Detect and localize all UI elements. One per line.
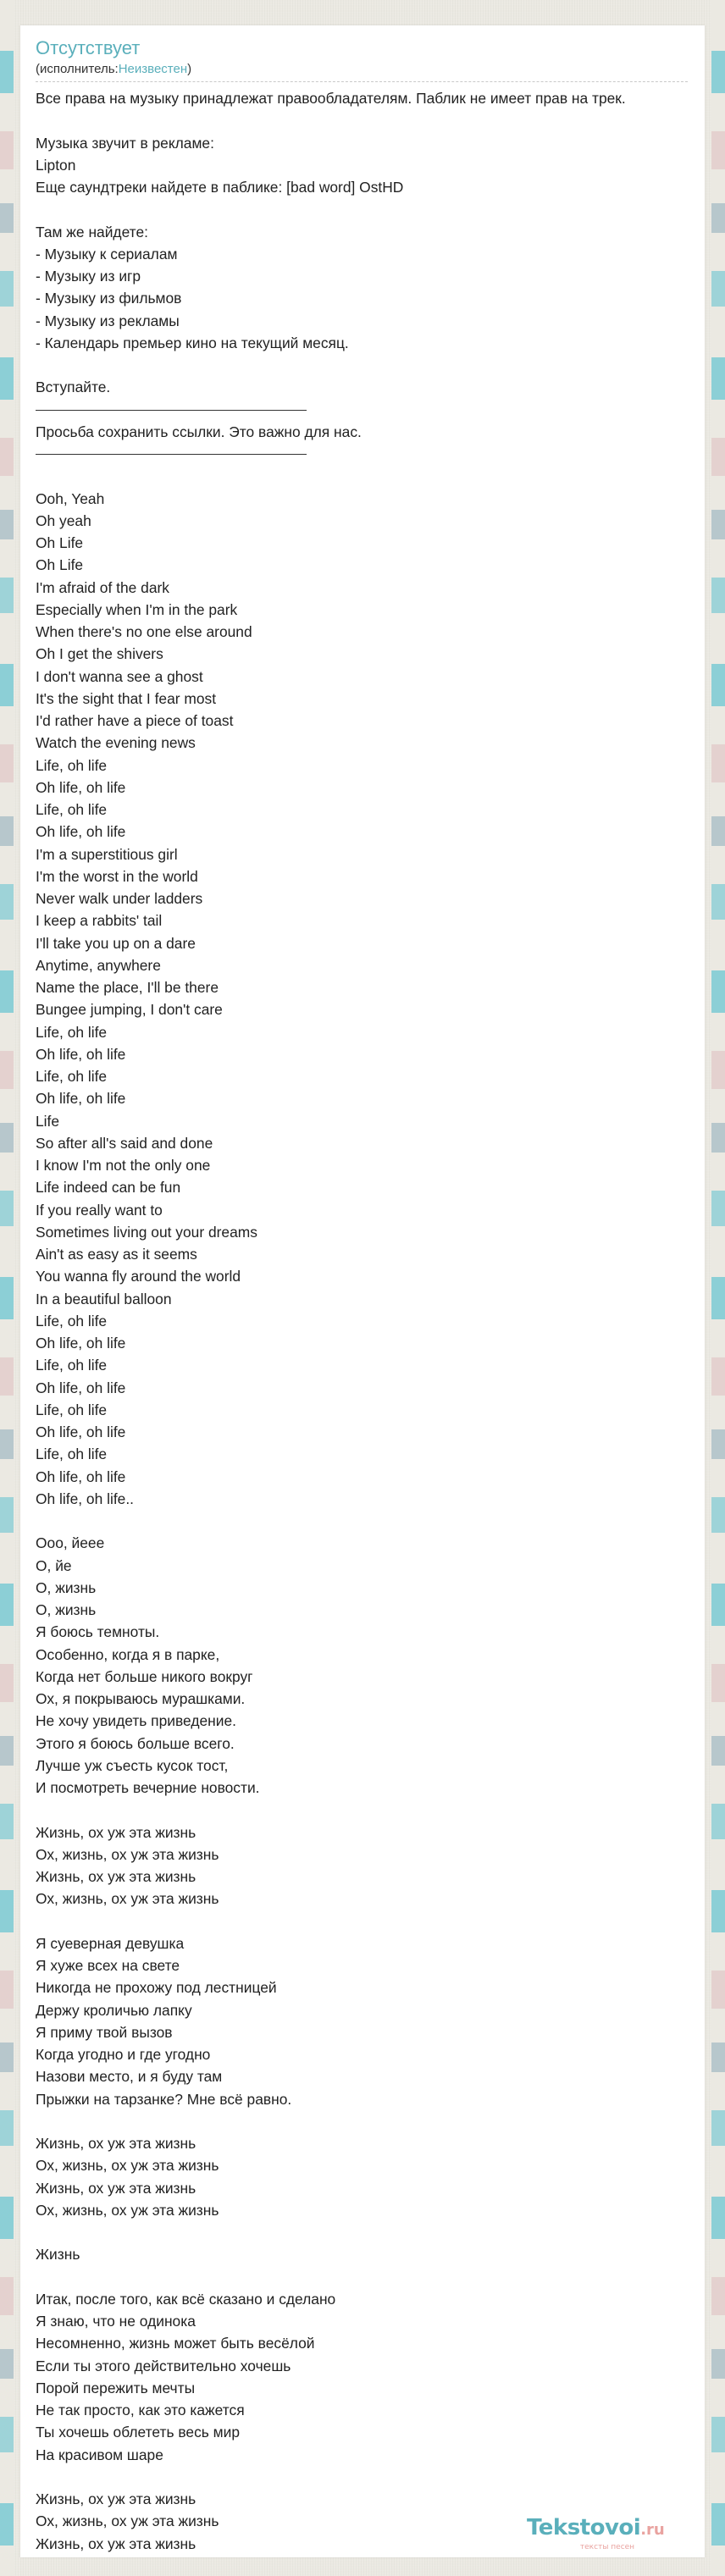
notice-line: - Календарь премьер кино на текущий месяц. bbox=[36, 334, 349, 351]
lyric-line: Oh I get the shivers bbox=[36, 645, 163, 663]
lyric-line: Я хуже всех на свете bbox=[36, 1957, 180, 1974]
lyric-line: Life, oh life bbox=[36, 1023, 108, 1041]
lyric-line: Если ты этого действительно хочешь bbox=[36, 2357, 291, 2374]
notice-line: Еще саундтреки найдете в паблике: [bad word] OstHD bbox=[36, 179, 404, 196]
song-title: Отсутствует bbox=[36, 37, 141, 58]
lyric-line: Я приму твой вызов bbox=[36, 2023, 173, 2041]
lyric-line: Oh life, oh life.. bbox=[36, 1490, 134, 1507]
separator-line bbox=[36, 399, 713, 421]
logo-domain: .ru bbox=[640, 2521, 665, 2539]
lyric-line: Ох, жизнь, ох уж эта жизнь bbox=[36, 1845, 219, 1863]
lyric-line: Name the place, I'll be there bbox=[36, 979, 219, 996]
notice-line: Музыка звучит в рекламе: bbox=[36, 134, 214, 152]
lyric-line: I'd rather have a piece of toast bbox=[36, 712, 234, 729]
lyric-line: I know I'm not the only one bbox=[36, 1157, 211, 1174]
logo-wordmark bbox=[527, 2515, 705, 2543]
lyric-line: Ох, жизнь, ох уж эта жизнь bbox=[36, 2157, 219, 2175]
notice-line: Все права на музыку принадлежат правообладателям. Паблик не имеет прав на трек. bbox=[36, 90, 626, 107]
lyric-line: Когда нет больше никого вокруг bbox=[36, 1667, 253, 1685]
lyric-line: Life, oh life bbox=[36, 1068, 108, 1085]
lyric-line: Life indeed can be fun bbox=[36, 1179, 181, 1197]
lyric-line: I keep a rabbits' tail bbox=[36, 912, 163, 930]
lyric-line: Life, oh life bbox=[36, 756, 108, 774]
lyric-line: Oh life, oh life bbox=[36, 1379, 126, 1396]
artist-prefix: (исполнитель: bbox=[36, 62, 119, 76]
lyric-line: I don't wanna see a ghost bbox=[36, 667, 203, 685]
blank-line bbox=[36, 2110, 713, 2132]
lyric-line: I'll take you up on a dare bbox=[36, 934, 196, 952]
lyric-line: Жизнь, ох уж эта жизнь bbox=[36, 2179, 196, 2197]
lyric-line: О, йе bbox=[36, 1556, 72, 1574]
lyric-line: Жизнь, ох уж эта жизнь bbox=[36, 1823, 196, 1841]
lyric-line: I'm the worst in the world bbox=[36, 867, 198, 885]
blank-line bbox=[36, 2266, 713, 2288]
lyric-line: Bungee jumping, I don't care bbox=[36, 1001, 223, 1019]
lyric-line: Ох, жизнь, ох уж эта жизнь bbox=[36, 2201, 219, 2219]
lyric-line: Watch the evening news bbox=[36, 734, 196, 752]
blank-line bbox=[36, 198, 713, 220]
decorative-stripes-right bbox=[711, 0, 725, 2576]
lyric-line: Never walk under ladders bbox=[36, 890, 203, 907]
blank-line bbox=[36, 1799, 713, 1821]
lyric-line: На красивом шаре bbox=[36, 2446, 163, 2463]
lyric-line: Oh life, oh life bbox=[36, 1090, 126, 1108]
lyric-line: Я суеверная девушка bbox=[36, 1934, 185, 1952]
notice-line: Вступайте. bbox=[36, 379, 111, 396]
lyric-line: Oh yeah bbox=[36, 511, 91, 529]
artist-link[interactable]: Неизвестен bbox=[118, 62, 188, 76]
lyric-line: Когда угодно и где угодно bbox=[36, 2046, 211, 2063]
notice-line: Lipton bbox=[36, 156, 76, 174]
lyric-line: Oh life, oh life bbox=[36, 823, 126, 841]
notice-line: Там же найдете: bbox=[36, 223, 148, 240]
lyric-line: Держу кроличью лапку bbox=[36, 2001, 192, 2019]
artist-suffix: ) bbox=[187, 62, 192, 76]
blank-line bbox=[36, 354, 713, 376]
decorative-stripes-left bbox=[0, 0, 14, 2576]
lyric-line: Ооо, йеее bbox=[36, 1534, 105, 1552]
lyrics-text bbox=[36, 87, 713, 2555]
notice-line: Просьба сохранить ссылки. Это важно для нас. bbox=[36, 423, 362, 440]
lyric-line: И посмотреть вечерние новости. bbox=[36, 1779, 260, 1796]
lyric-line: Итак, после того, как всё сказано и сделано bbox=[36, 2290, 336, 2308]
blank-line bbox=[36, 2221, 713, 2243]
lyric-line: Ох, я покрываюсь мурашками. bbox=[36, 1690, 246, 1707]
lyric-line: Ох, жизнь, ох уж эта жизнь bbox=[36, 1890, 219, 1908]
notice-line: - Музыку из фильмов bbox=[36, 290, 182, 307]
lyric-line: Прыжки на тарзанке? Мне всё равно. bbox=[36, 2090, 292, 2108]
lyric-line: Ох, жизнь, ох уж эта жизнь bbox=[36, 2512, 219, 2530]
notice-line: - Музыку к сериалам bbox=[36, 245, 178, 263]
logo-name: Tekstovoi bbox=[527, 2515, 641, 2540]
blank-line bbox=[36, 109, 713, 131]
lyric-line: When there's no one else around bbox=[36, 623, 252, 640]
notice-line: - Музыку из рекламы bbox=[36, 312, 180, 329]
lyric-line: О, жизнь bbox=[36, 1578, 97, 1596]
lyric-line: So after all's said and done bbox=[36, 1134, 213, 1152]
lyric-line: Especially when I'm in the park bbox=[36, 600, 238, 618]
lyric-line: Не так просто, как это кажется bbox=[36, 2402, 245, 2418]
lyric-line: Life bbox=[36, 1112, 60, 1130]
lyric-line: Жизнь, ох уж эта жизнь bbox=[36, 1868, 196, 1885]
lyric-line: Oh Life bbox=[36, 534, 84, 551]
lyric-line: Ты хочешь облететь весь мир bbox=[36, 2424, 241, 2441]
site-logo[interactable] bbox=[527, 2515, 705, 2557]
blank-line bbox=[36, 1510, 713, 1532]
lyric-line: Ain't as easy as it seems bbox=[36, 1246, 197, 1263]
lyric-line: Oh life, oh life bbox=[36, 1423, 126, 1440]
logo-tagline: тексты песен bbox=[579, 2543, 635, 2551]
lyric-line: It's the sight that I fear most bbox=[36, 689, 217, 707]
lyric-line: Life, oh life bbox=[36, 1401, 108, 1418]
lyric-line: I'm afraid of the dark bbox=[36, 578, 169, 596]
lyric-line: Life, oh life bbox=[36, 801, 108, 818]
artist-line bbox=[36, 61, 688, 78]
lyric-line: Жизнь, ох уж эта жизнь bbox=[36, 2535, 196, 2552]
blank-line bbox=[36, 465, 713, 487]
lyric-line: If you really want to bbox=[36, 1201, 163, 1219]
lyric-line: Sometimes living out your dreams bbox=[36, 1223, 257, 1241]
lyric-line: Особенно, когда я в парке, bbox=[36, 1645, 220, 1663]
lyric-line: Oh life, oh life bbox=[36, 1335, 126, 1352]
separator-line bbox=[36, 443, 713, 465]
lyric-line: Anytime, anywhere bbox=[36, 956, 161, 974]
blank-line bbox=[36, 1910, 713, 1932]
lyric-line: Лучше уж съесть кусок тост, bbox=[36, 1756, 229, 1774]
lyric-line: Жизнь, ох уж эта жизнь bbox=[36, 2135, 196, 2152]
lyric-line: Life, oh life bbox=[36, 1446, 108, 1463]
lyric-line: Oh life, oh life bbox=[36, 1045, 126, 1063]
lyric-line: Я знаю, что не одинока bbox=[36, 2313, 196, 2330]
lyric-line: Жизнь, ох уж эта жизнь bbox=[36, 2490, 196, 2507]
lyric-line: Life, oh life bbox=[36, 1357, 108, 1374]
lyric-line: I'm a superstitious girl bbox=[36, 845, 178, 863]
lyric-line: Oh life, oh life bbox=[36, 1468, 126, 1485]
lyric-line: Я боюсь темноты. bbox=[36, 1623, 160, 1641]
blank-line bbox=[36, 2466, 713, 2488]
notice-line: - Музыку из игр bbox=[36, 268, 141, 285]
lyric-line: In a beautiful balloon bbox=[36, 1290, 172, 1307]
lyric-line: Oh life, oh life bbox=[36, 778, 126, 796]
lyric-line: Не хочу увидеть приведение. bbox=[36, 1712, 236, 1730]
lyric-line: Назови место, и я буду там bbox=[36, 2068, 223, 2086]
lyric-line: Порой пережить мечты bbox=[36, 2379, 196, 2396]
lyric-line: Oh Life bbox=[36, 556, 84, 574]
lyric-line: You wanna fly around the world bbox=[36, 1268, 241, 1285]
lyric-line: Ooh, Yeah bbox=[36, 489, 105, 507]
lyric-line: Несомненно, жизнь может быть весёлой bbox=[36, 2335, 315, 2352]
header-divider bbox=[36, 81, 688, 82]
lyric-line: Жизнь bbox=[36, 2246, 80, 2264]
lyric-line: О, жизнь bbox=[36, 1601, 97, 1618]
lyric-line: Этого я боюсь больше всего. bbox=[36, 1734, 235, 1752]
lyric-line: Никогда не прохожу под лестницей bbox=[36, 1979, 277, 1997]
song-header bbox=[36, 37, 688, 82]
lyric-line: Life, oh life bbox=[36, 1312, 108, 1329]
